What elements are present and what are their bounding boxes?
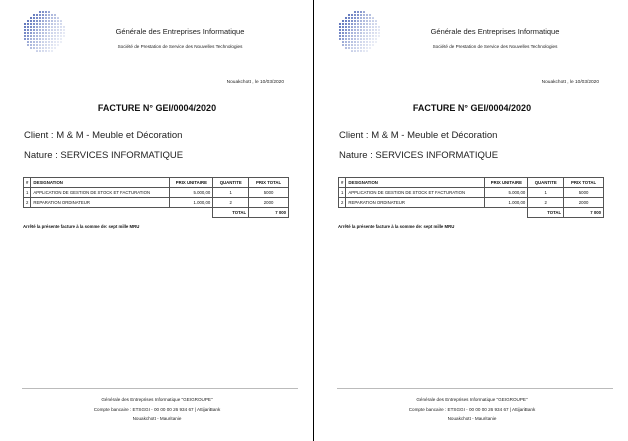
row-quantity: 2 (213, 198, 249, 208)
place-date: Nouakchott , le 10/03/2020 (226, 80, 284, 85)
row-number: 1 (24, 188, 31, 198)
row-total: 2000 (249, 198, 289, 208)
total-value: 7 000 (564, 208, 604, 218)
nature-line: Nature : SERVICES INFORMATIQUE (339, 150, 499, 161)
row-total: 2000 (564, 198, 604, 208)
column-header: DESIGNATION (346, 178, 485, 188)
client-line: Client : M & M - Meuble et Décoration (24, 130, 183, 141)
total-value: 7 000 (249, 208, 289, 218)
invoice-title: FACTURE N° GEI/0004/2020 (97, 103, 217, 113)
company-logo (20, 10, 68, 54)
footer-company: Générale des Entreprises Informatique "GEIGROUPE" (101, 397, 213, 402)
amount-in-words: Arrêté la présente facture à la somme de: sept mille MRU (23, 224, 140, 229)
table-header-row (24, 178, 289, 188)
invoice-title: FACTURE N° GEI/0004/2020 (412, 103, 532, 113)
invoice-table (338, 177, 604, 218)
footer-divider (337, 388, 613, 389)
place-date: Nouakchott , le 10/03/2020 (541, 80, 599, 85)
table-row (24, 198, 289, 208)
row-quantity: 1 (528, 188, 564, 198)
row-total: 5000 (564, 188, 604, 198)
footer-company: Générale des Entreprises Informatique "GEIGROUPE" (416, 397, 528, 402)
row-unit-price: 5.000,00 (170, 188, 213, 198)
table-row (24, 188, 289, 198)
table-row (339, 188, 604, 198)
column-header: DESIGNATION (31, 178, 170, 188)
row-number: 2 (339, 198, 346, 208)
row-total: 5000 (249, 188, 289, 198)
row-unit-price: 1.000,00 (485, 198, 528, 208)
invoice-table (23, 177, 289, 218)
column-header: # (24, 178, 31, 188)
company-tagline: Société de Prestation de Service des Nouvelles Technologies (117, 44, 243, 49)
footer-bank: Compte bancaire : ETSGGI - 00 00 00 26 934 67 | AttijariBank (408, 407, 536, 412)
column-header: PRIX UNITAIRE (170, 178, 213, 188)
table-total-row (24, 208, 289, 218)
page-separator (313, 0, 314, 441)
row-designation: APPLICATION DE GESTION DE STOCK ET FACTURATION (31, 188, 170, 198)
row-designation: APPLICATION DE GESTION DE STOCK ET FACTURATION (346, 188, 485, 198)
row-number: 1 (339, 188, 346, 198)
column-header: # (339, 178, 346, 188)
table-row (339, 198, 604, 208)
row-quantity: 2 (528, 198, 564, 208)
column-header: PRIX TOTAL (249, 178, 289, 188)
amount-in-words: Arrêté la présente facture à la somme de: sept mille MRU (338, 224, 455, 229)
invoice-page-right (315, 0, 628, 441)
column-header: PRIX TOTAL (564, 178, 604, 188)
row-designation: REPARATION ORDINATEUR (346, 198, 485, 208)
total-label: TOTAL (213, 208, 249, 218)
company-tagline: Société de Prestation de Service des Nouvelles Technologies (432, 44, 558, 49)
company-name: Générale des Entreprises Informatique (115, 27, 245, 36)
footer-city: Nouakchott - Mauritanie (132, 416, 182, 421)
footer-divider (22, 388, 298, 389)
row-quantity: 1 (213, 188, 249, 198)
nature-line: Nature : SERVICES INFORMATIQUE (24, 150, 184, 161)
total-label: TOTAL (528, 208, 564, 218)
row-designation: REPARATION ORDINATEUR (31, 198, 170, 208)
column-header: QUANTITE (528, 178, 564, 188)
footer-city: Nouakchott - Mauritanie (447, 416, 497, 421)
client-line: Client : M & M - Meuble et Décoration (339, 130, 498, 141)
table-total-row (339, 208, 604, 218)
row-unit-price: 5.000,00 (485, 188, 528, 198)
column-header: QUANTITE (213, 178, 249, 188)
row-unit-price: 1.000,00 (170, 198, 213, 208)
company-logo (335, 10, 383, 54)
company-name: Générale des Entreprises Informatique (430, 27, 560, 36)
row-number: 2 (24, 198, 31, 208)
footer-bank: Compte bancaire : ETSGGI - 00 00 00 26 934 67 | AttijariBank (93, 407, 221, 412)
column-header: PRIX UNITAIRE (485, 178, 528, 188)
table-header-row (339, 178, 604, 188)
